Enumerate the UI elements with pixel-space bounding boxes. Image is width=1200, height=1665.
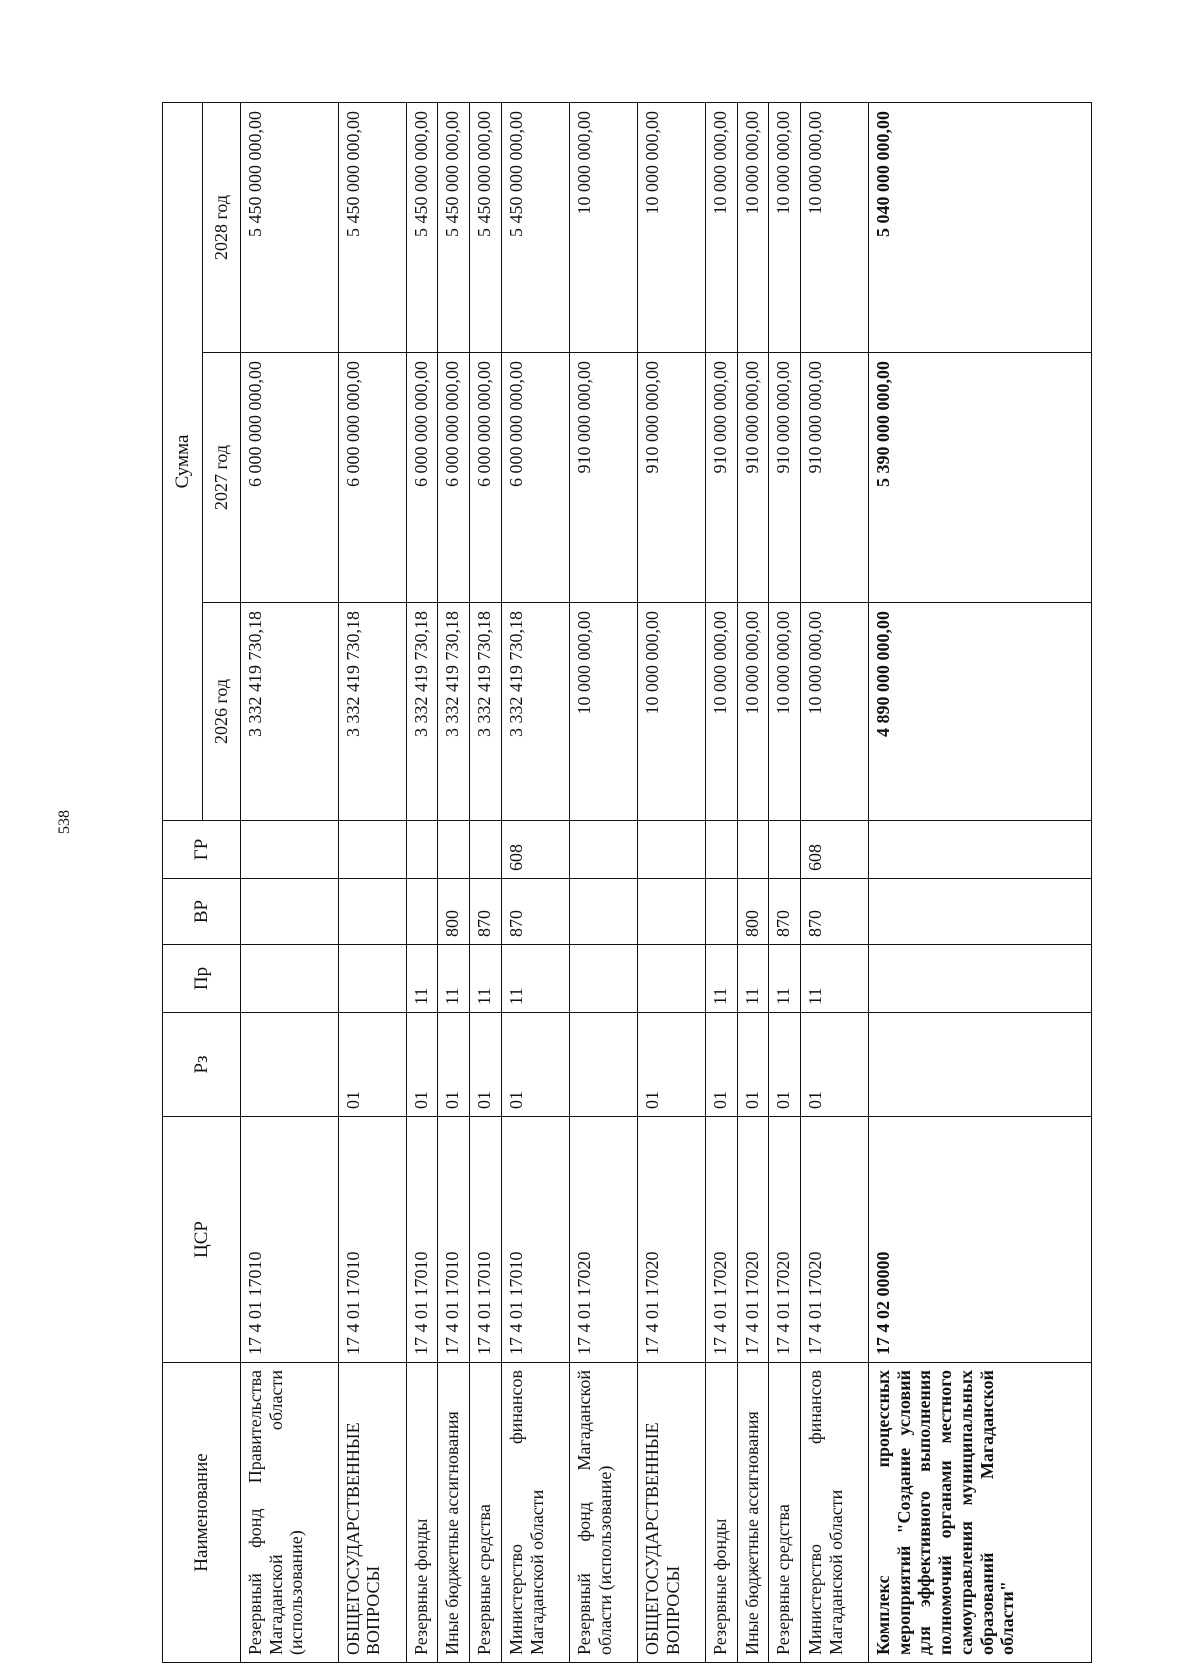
cell-vr: 800 xyxy=(737,879,769,945)
table-row xyxy=(769,103,801,1663)
cell-2026: 10 000 000,00 xyxy=(737,603,769,821)
page-number: 538 xyxy=(56,810,73,834)
cell-csr: 17 4 01 17010 xyxy=(338,1117,406,1363)
cell-vr: 870 xyxy=(502,879,570,945)
cell-2026: 3 332 419 730,18 xyxy=(338,603,406,821)
cell-name: Министерство финансов Магаданской области xyxy=(502,1363,570,1663)
table-row xyxy=(470,103,502,1663)
cell-2026: 3 332 419 730,18 xyxy=(438,603,470,821)
cell-gr xyxy=(338,821,406,879)
cell-vr xyxy=(241,879,339,945)
cell-2028: 5 040 000 000,00 xyxy=(869,103,1092,353)
cell-rz: 01 xyxy=(470,1013,502,1117)
cell-rz: 01 xyxy=(705,1013,737,1117)
cell-2026: 3 332 419 730,18 xyxy=(470,603,502,821)
cell-2028: 5 450 000 000,00 xyxy=(502,103,570,353)
cell-vr: 870 xyxy=(470,879,502,945)
table-row xyxy=(705,103,737,1663)
header-year-2027: 2027 год xyxy=(203,353,241,603)
cell-name: Иные бюджетные ассигнования xyxy=(737,1363,769,1663)
cell-name: Резервный фонд Правительства Магаданской области (использование) xyxy=(241,1363,339,1663)
table-row xyxy=(801,103,869,1663)
cell-2027: 6 000 000 000,00 xyxy=(470,353,502,603)
cell-2028: 10 000 000,00 xyxy=(769,103,801,353)
cell-rz xyxy=(869,1013,1092,1117)
cell-2026: 3 332 419 730,18 xyxy=(502,603,570,821)
cell-rz xyxy=(241,1013,339,1117)
cell-rz: 01 xyxy=(406,1013,438,1117)
cell-csr: 17 4 02 00000 xyxy=(869,1117,1092,1363)
cell-name: ОБЩЕГОСУДАРСТВЕННЫЕ ВОПРОСЫ xyxy=(637,1363,705,1663)
header-year-2026: 2026 год xyxy=(203,603,241,821)
cell-vr xyxy=(338,879,406,945)
header-gr: ГР xyxy=(163,821,241,879)
cell-gr xyxy=(737,821,769,879)
cell-csr: 17 4 01 17020 xyxy=(705,1117,737,1363)
cell-rz: 01 xyxy=(637,1013,705,1117)
cell-gr xyxy=(705,821,737,879)
cell-vr: 870 xyxy=(801,879,869,945)
cell-pr xyxy=(569,945,637,1013)
cell-2027: 910 000 000,00 xyxy=(637,353,705,603)
cell-name: ОБЩЕГОСУДАРСТВЕННЫЕ ВОПРОСЫ xyxy=(338,1363,406,1663)
cell-csr: 17 4 01 17020 xyxy=(569,1117,637,1363)
header-pr: Пр xyxy=(163,945,241,1013)
table-row xyxy=(502,103,570,1663)
cell-pr xyxy=(869,945,1092,1013)
cell-2028: 5 450 000 000,00 xyxy=(241,103,339,353)
cell-2027: 5 390 000 000,00 xyxy=(869,353,1092,603)
cell-2027: 910 000 000,00 xyxy=(705,353,737,603)
header-sum: Сумма xyxy=(163,103,203,821)
cell-gr xyxy=(769,821,801,879)
table-row xyxy=(869,103,1092,1663)
cell-csr: 17 4 01 17010 xyxy=(241,1117,339,1363)
cell-gr xyxy=(438,821,470,879)
cell-2026: 10 000 000,00 xyxy=(801,603,869,821)
table-row xyxy=(737,103,769,1663)
cell-gr: 608 xyxy=(801,821,869,879)
cell-2028: 10 000 000,00 xyxy=(737,103,769,353)
cell-rz: 01 xyxy=(438,1013,470,1117)
cell-2027: 6 000 000 000,00 xyxy=(438,353,470,603)
cell-2026: 4 890 000 000,00 xyxy=(869,603,1092,821)
cell-2028: 5 450 000 000,00 xyxy=(406,103,438,353)
cell-csr: 17 4 01 17020 xyxy=(637,1117,705,1363)
cell-csr: 17 4 01 17020 xyxy=(801,1117,869,1363)
cell-2026: 10 000 000,00 xyxy=(637,603,705,821)
cell-pr: 11 xyxy=(737,945,769,1013)
cell-2027: 6 000 000 000,00 xyxy=(338,353,406,603)
cell-2027: 6 000 000 000,00 xyxy=(406,353,438,603)
cell-rz: 01 xyxy=(338,1013,406,1117)
header-rz: Рз xyxy=(163,1013,241,1117)
cell-gr xyxy=(470,821,502,879)
cell-name: Комплекс процессных мероприятий "Создание условий для эффективного выполнения полномочий органами местного самоуправления муниципальных образований Магаданской области" xyxy=(869,1363,1092,1663)
cell-2027: 910 000 000,00 xyxy=(569,353,637,603)
cell-name: Резервные фонды xyxy=(705,1363,737,1663)
cell-2026: 10 000 000,00 xyxy=(769,603,801,821)
cell-pr: 11 xyxy=(406,945,438,1013)
cell-vr xyxy=(569,879,637,945)
cell-pr xyxy=(637,945,705,1013)
cell-2028: 5 450 000 000,00 xyxy=(438,103,470,353)
cell-csr: 17 4 01 17010 xyxy=(406,1117,438,1363)
cell-2027: 910 000 000,00 xyxy=(801,353,869,603)
cell-vr: 800 xyxy=(438,879,470,945)
cell-2026: 3 332 419 730,18 xyxy=(406,603,438,821)
table-row xyxy=(637,103,705,1663)
cell-2028: 10 000 000,00 xyxy=(705,103,737,353)
table-row xyxy=(241,103,339,1663)
cell-name: Резервные фонды xyxy=(406,1363,438,1663)
cell-rz: 01 xyxy=(801,1013,869,1117)
cell-vr xyxy=(637,879,705,945)
cell-name: Резервные средства xyxy=(470,1363,502,1663)
cell-gr xyxy=(406,821,438,879)
cell-rz xyxy=(569,1013,637,1117)
cell-csr: 17 4 01 17020 xyxy=(737,1117,769,1363)
cell-vr xyxy=(869,879,1092,945)
cell-pr: 11 xyxy=(769,945,801,1013)
cell-2026: 10 000 000,00 xyxy=(705,603,737,821)
cell-2027: 910 000 000,00 xyxy=(737,353,769,603)
cell-vr: 870 xyxy=(769,879,801,945)
table-row xyxy=(438,103,470,1663)
header-year-2028: 2028 год xyxy=(203,103,241,353)
cell-gr xyxy=(869,821,1092,879)
cell-2027: 6 000 000 000,00 xyxy=(502,353,570,603)
cell-vr xyxy=(705,879,737,945)
cell-2028: 10 000 000,00 xyxy=(637,103,705,353)
cell-name: Резервные средства xyxy=(769,1363,801,1663)
cell-gr xyxy=(637,821,705,879)
cell-2028: 5 450 000 000,00 xyxy=(470,103,502,353)
cell-pr: 11 xyxy=(502,945,570,1013)
cell-vr xyxy=(406,879,438,945)
cell-2028: 10 000 000,00 xyxy=(801,103,869,353)
cell-csr: 17 4 01 17020 xyxy=(769,1117,801,1363)
table-row xyxy=(569,103,637,1663)
cell-rz: 01 xyxy=(769,1013,801,1117)
cell-2027: 910 000 000,00 xyxy=(769,353,801,603)
cell-rz: 01 xyxy=(737,1013,769,1117)
cell-pr xyxy=(338,945,406,1013)
rotated-table-container xyxy=(162,103,1092,1663)
header-name: Наименование xyxy=(163,1363,241,1663)
cell-name: Иные бюджетные ассигнования xyxy=(438,1363,470,1663)
cell-name: Резервный фонд Магаданской области (использование) xyxy=(569,1363,637,1663)
cell-pr: 11 xyxy=(705,945,737,1013)
cell-2026: 10 000 000,00 xyxy=(569,603,637,821)
cell-csr: 17 4 01 17010 xyxy=(470,1117,502,1363)
cell-gr xyxy=(569,821,637,879)
header-csr: ЦСР xyxy=(163,1117,241,1363)
table-row xyxy=(406,103,438,1663)
cell-2028: 5 450 000 000,00 xyxy=(338,103,406,353)
cell-pr: 11 xyxy=(801,945,869,1013)
cell-csr: 17 4 01 17010 xyxy=(502,1117,570,1363)
cell-2028: 10 000 000,00 xyxy=(569,103,637,353)
header-vr: ВР xyxy=(163,879,241,945)
cell-pr xyxy=(241,945,339,1013)
cell-2026: 3 332 419 730,18 xyxy=(241,603,339,821)
cell-rz: 01 xyxy=(502,1013,570,1117)
cell-gr xyxy=(241,821,339,879)
cell-pr: 11 xyxy=(470,945,502,1013)
cell-gr: 608 xyxy=(502,821,570,879)
cell-pr: 11 xyxy=(438,945,470,1013)
cell-csr: 17 4 01 17010 xyxy=(438,1117,470,1363)
cell-2027: 6 000 000 000,00 xyxy=(241,353,339,603)
table-row xyxy=(338,103,406,1663)
cell-name: Министерство финансов Магаданской области xyxy=(801,1363,869,1663)
budget-table xyxy=(162,102,1092,1663)
